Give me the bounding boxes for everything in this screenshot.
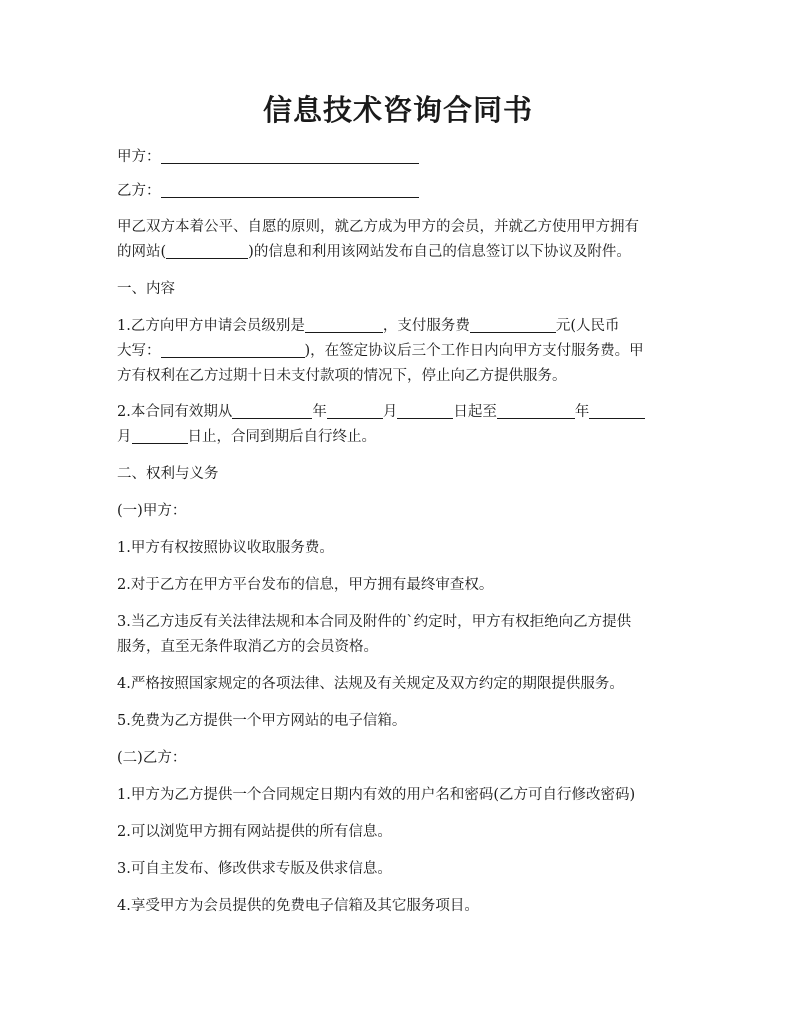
party-b-duties-heading: (二)乙方： — [117, 750, 187, 766]
website-blank — [166, 242, 248, 259]
section-2-heading: 二、权利与义务 — [117, 466, 219, 482]
s1-item2-line2: 月 日止，合同到期后自行终止。 — [117, 429, 376, 445]
s1-item2-line1: 2.本合同有效期从 年 月 日起至 年 — [117, 400, 682, 425]
s1-item1-line2: 大写： )，在签定协议后三个工作日内向甲方支付服务费。甲 — [117, 343, 644, 359]
contract-body — [117, 145, 682, 919]
party-b-item: 1.甲方为乙方提供一个合同规定日期内有效的用户名和密码(乙方可自行修改密码) — [117, 787, 636, 803]
party-a-item-3-line1: 3.当乙方违反有关法律法规和本合同及附件的`约定时，甲方有权拒绝向乙方提供 — [117, 614, 632, 630]
s1-item1-line3: 方有权利在乙方过期十日未支付款项的情况下，停止向乙方提供服务。 — [117, 368, 567, 384]
party-a-label: 甲方： — [117, 149, 161, 165]
section-1-heading: 一、内容 — [117, 281, 175, 297]
party-a-blank — [161, 147, 419, 164]
fee-uppercase-blank — [161, 341, 305, 358]
s1-item1-line1: 1.乙方向甲方申请会员级别是 ，支付服务费 元(人民币 — [117, 318, 620, 334]
member-level-blank — [305, 316, 383, 333]
start-month-blank — [327, 402, 383, 419]
party-a-item: 1.甲方有权按照协议收取服务费。 — [117, 540, 334, 556]
party-a-item: 5.免费为乙方提供一个甲方网站的电子信箱。 — [117, 713, 407, 729]
party-a-item-3-line2: 服务，直至无条件取消乙方的会员资格。 — [117, 639, 378, 655]
party-a-item: 4.严格按照国家规定的各项法律、法规及有关规定及双方约定的期限提供服务。 — [117, 676, 624, 692]
document-title: 信息技术咨询合同书 — [262, 93, 533, 127]
party-a-duties-heading: (一)甲方： — [117, 503, 187, 519]
party-b-line — [117, 179, 682, 204]
start-year-blank — [232, 402, 312, 419]
intro-line-1: 甲乙双方本着公平、自愿的原则，就乙方成为甲方的会员，并就乙方使用甲方拥有 — [117, 219, 639, 235]
end-day-blank — [132, 427, 188, 444]
intro-line-2: 的网站( )的信息和利用该网站发布自己的信息签订以下协议及附件。 — [117, 244, 631, 260]
service-fee-blank — [470, 316, 556, 333]
party-a-item: 2.对于乙方在甲方平台发布的信息，甲方拥有最终审查权。 — [117, 577, 494, 593]
party-a-line — [117, 145, 682, 170]
party-b-blank — [161, 181, 419, 198]
end-year-blank — [497, 402, 575, 419]
start-day-blank — [397, 402, 453, 419]
party-b-item: 2.可以浏览甲方拥有网站提供的所有信息。 — [117, 824, 392, 840]
party-b-item: 3.可自主发布、修改供求专版及供求信息。 — [117, 861, 392, 877]
party-b-item: 4.享受甲方为会员提供的免费电子信箱及其它服务项目。 — [117, 898, 479, 914]
party-b-label: 乙方： — [117, 183, 161, 199]
end-month-blank — [589, 402, 645, 419]
